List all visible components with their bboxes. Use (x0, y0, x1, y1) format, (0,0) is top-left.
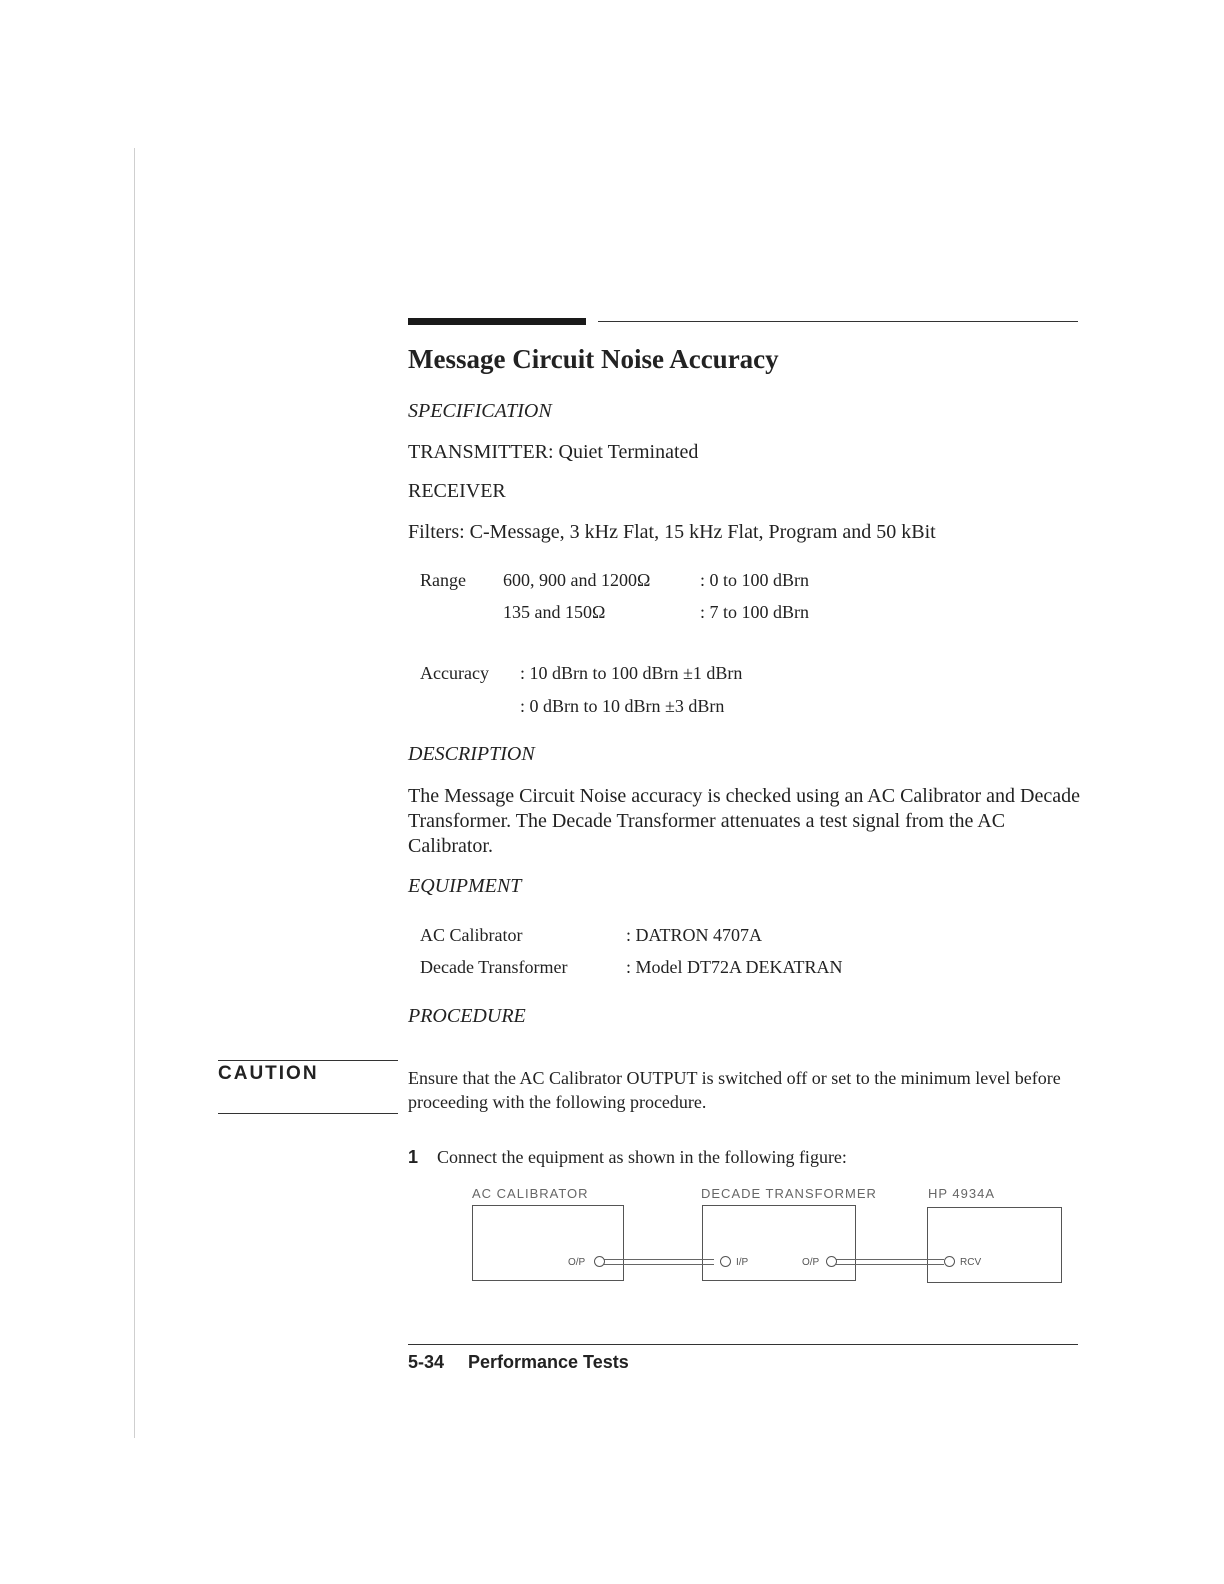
caution-rule-bottom (218, 1113, 398, 1114)
transformer-input-connector-icon (720, 1256, 731, 1267)
footer-rule (408, 1344, 1078, 1345)
cable-calibrator-to-transformer (604, 1259, 714, 1265)
receiver-input-port-label: RCV (960, 1257, 982, 1268)
receiver-input-connector-icon (944, 1256, 955, 1267)
range-impedance-1: 600, 900 and 1200Ω (503, 570, 651, 590)
range-value-2: : 7 to 100 dBrn (700, 602, 810, 622)
calibrator-output-port-label: O/P (568, 1257, 586, 1268)
accuracy-label: Accuracy (420, 663, 489, 683)
caution-label: CAUTION (218, 1063, 319, 1084)
decade-transformer-box (702, 1205, 856, 1281)
caution-rule-top (218, 1060, 398, 1061)
binding-line (134, 148, 135, 1438)
equipment-model-1: : DATRON 4707A (626, 925, 763, 945)
hp-receiver-label: HP 4934A (928, 1186, 996, 1201)
transformer-output-port-label: O/P (802, 1257, 820, 1268)
ac-calibrator-label: AC CALIBRATOR (472, 1186, 589, 1201)
equipment-model-2: : Model DT72A DEKATRAN (626, 957, 843, 977)
footer-chapter-title: Performance Tests (468, 1352, 629, 1372)
transmitter-line: TRANSMITTER: Quiet Terminated (408, 441, 699, 463)
section-title: Message Circuit Noise Accuracy (408, 344, 779, 374)
equipment-heading: EQUIPMENT (408, 875, 522, 897)
step-number: 1 (408, 1147, 419, 1167)
cable-transformer-to-receiver (836, 1259, 944, 1265)
equipment-name-1: AC Calibrator (420, 925, 523, 945)
calibrator-output-connector-icon (594, 1256, 605, 1267)
accuracy-row-1: : 10 dBrn to 100 dBrn ±1 dBrn (520, 663, 743, 683)
description-heading: DESCRIPTION (408, 743, 535, 765)
section-rule-thick (408, 318, 586, 325)
transformer-output-connector-icon (826, 1256, 837, 1267)
description-text: The Message Circuit Noise accuracy is checked using an AC Calibrator and Decade Transformer. The Decade Transformer attenuates a test signal from the AC Calibrator. (408, 785, 1080, 857)
accuracy-row-2: : 0 dBrn to 10 dBrn ±3 dBrn (520, 696, 725, 716)
receiver-line: RECEIVER (408, 480, 506, 502)
procedure-heading: PROCEDURE (408, 1005, 526, 1027)
range-value-1: : 0 to 100 dBrn (700, 570, 810, 590)
specification-heading: SPECIFICATION (408, 400, 552, 422)
transformer-input-port-label: I/P (736, 1257, 749, 1268)
range-label: Range (420, 570, 466, 590)
ac-calibrator-box (472, 1205, 624, 1281)
filters-line: Filters: C-Message, 3 kHz Flat, 15 kHz Flat, Program and 50 kBit (408, 521, 936, 543)
section-rule-thin (598, 321, 1078, 322)
footer-page-number: 5-34 (408, 1352, 445, 1372)
range-impedance-2: 135 and 150Ω (503, 602, 606, 622)
caution-text: Ensure that the AC Calibrator OUTPUT is switched off or set to the minimum level before proceeding with the following procedure. (408, 1068, 1061, 1112)
hp-receiver-box (927, 1207, 1062, 1283)
decade-transformer-label: DECADE TRANSFORMER (701, 1186, 877, 1201)
equipment-name-2: Decade Transformer (420, 957, 568, 977)
step-text: Connect the equipment as shown in the following figure: (437, 1147, 847, 1167)
